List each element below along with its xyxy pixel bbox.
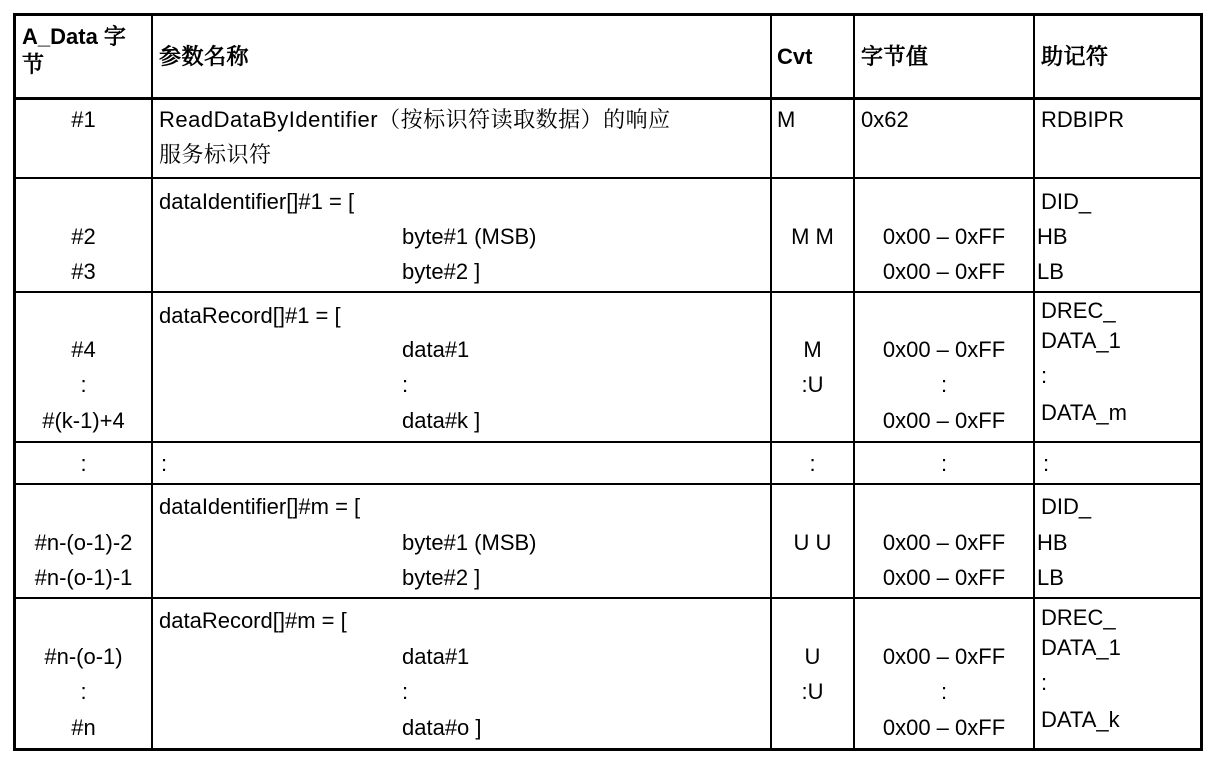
- header-byte-line1: A_Data 字: [22, 24, 126, 49]
- row6-mnemonic-1: DREC_: [1041, 605, 1116, 630]
- row6-byte-2: :: [80, 679, 87, 704]
- header-mnemonic: 助记符: [1041, 44, 1109, 69]
- row6-byte-1: #n-(o-1): [44, 644, 123, 669]
- row3-byte-1: #4: [71, 337, 96, 362]
- row-separator-1: [13, 177, 1203, 179]
- row6-mnemonic-3: :: [1041, 670, 1048, 695]
- row2-mnemonic-1: DID_: [1041, 189, 1092, 214]
- row-separator-3: [13, 441, 1203, 443]
- row6-byte-3: #n: [71, 715, 96, 740]
- row5-mnemonic-1: DID_: [1041, 494, 1092, 519]
- row3-param-1: data#1: [402, 337, 470, 362]
- row3-byte-3: #(k-1)+4: [42, 408, 125, 433]
- table-border-right: [1200, 13, 1203, 751]
- row5-value-1: 0x00 – 0xFF: [882, 530, 1006, 555]
- table-border-bottom: [13, 748, 1203, 751]
- row3-cvt-2: :U: [801, 372, 824, 397]
- row4-mnemonic: :: [1043, 451, 1050, 476]
- header-separator: [13, 97, 1203, 100]
- row3-mnemonic-1: DREC_: [1041, 298, 1116, 323]
- header-byte-line2: 节: [22, 52, 45, 77]
- row6-value-2: :: [940, 679, 948, 704]
- row2-cvt: M M: [791, 224, 834, 249]
- row2-byte-1: #2: [71, 224, 96, 249]
- row6-value-1: 0x00 – 0xFF: [882, 644, 1006, 669]
- row3-byte-2: :: [80, 372, 87, 397]
- row6-param-head: dataRecord[]#m = [: [159, 608, 347, 633]
- row6-mnemonic-4: DATA_k: [1041, 707, 1120, 732]
- row5-byte-1: #n-(o-1)-2: [34, 530, 133, 555]
- row1-value: 0x62: [861, 107, 909, 132]
- row5-param-1: byte#1 (MSB): [402, 530, 537, 555]
- row2-param-2: byte#2 ]: [402, 259, 481, 284]
- row4-param: :: [161, 451, 168, 476]
- row6-param-1: data#1: [402, 644, 470, 669]
- row3-value-2: :: [940, 372, 948, 397]
- row1-param: [159, 102, 671, 172]
- row5-mnemonic-2: HB: [1037, 530, 1068, 555]
- col-separator-4: [1033, 13, 1035, 751]
- row-separator-4: [13, 483, 1203, 485]
- row3-param-head: dataRecord[]#1 = [: [159, 303, 341, 328]
- row3-mnemonic-4: DATA_m: [1041, 400, 1127, 425]
- row-separator-5: [13, 597, 1203, 599]
- row3-param-2: :: [402, 372, 409, 397]
- row6-param-3: data#o ]: [402, 715, 482, 740]
- row6-value-3: 0x00 – 0xFF: [882, 715, 1006, 740]
- row3-mnemonic-2: DATA_1: [1041, 328, 1121, 353]
- row2-mnemonic-3: LB: [1037, 259, 1064, 284]
- row5-mnemonic-3: LB: [1037, 565, 1064, 590]
- header-byte-value: 字节值: [861, 44, 929, 69]
- row5-param-head: dataIdentifier[]#m = [: [159, 494, 361, 519]
- row2-byte-2: #3: [71, 259, 96, 284]
- row-separator-2: [13, 291, 1203, 293]
- header-byte: [22, 23, 126, 79]
- row6-cvt-2: :U: [801, 679, 824, 704]
- row2-param-head: dataIdentifier[]#1 = [: [159, 189, 355, 214]
- row4-byte: :: [80, 451, 87, 476]
- row1-byte: #1: [71, 107, 96, 132]
- header-cvt: Cvt: [777, 44, 813, 69]
- row3-value-3: 0x00 – 0xFF: [882, 408, 1006, 433]
- row5-cvt: U U: [793, 530, 832, 555]
- row2-mnemonic-2: HB: [1037, 224, 1068, 249]
- row5-param-2: byte#2 ]: [402, 565, 481, 590]
- row5-byte-2: #n-(o-1)-1: [34, 565, 133, 590]
- row4-cvt: :: [809, 451, 816, 476]
- row6-param-2: :: [402, 679, 409, 704]
- row2-value-2: 0x00 – 0xFF: [882, 259, 1006, 284]
- row3-mnemonic-3: :: [1041, 363, 1048, 388]
- row6-cvt-1: U: [804, 644, 821, 669]
- row1-param-line2: 服务标识符: [159, 142, 272, 167]
- row1-param-line1: ReadDataByIdentifier（按标识符读取数据）的响应: [159, 107, 671, 132]
- row3-cvt-1: M: [803, 337, 822, 362]
- row5-value-2: 0x00 – 0xFF: [882, 565, 1006, 590]
- row1-mnemonic: RDBIPR: [1041, 107, 1125, 132]
- header-param-name: 参数名称: [159, 44, 250, 69]
- table-border-top: [13, 13, 1203, 16]
- row4-value: :: [940, 451, 948, 476]
- row2-param-1: byte#1 (MSB): [402, 224, 537, 249]
- row6-mnemonic-2: DATA_1: [1041, 635, 1121, 660]
- row3-param-3: data#k ]: [402, 408, 481, 433]
- response-message-table: [13, 13, 1203, 751]
- row2-value-1: 0x00 – 0xFF: [882, 224, 1006, 249]
- col-separator-1: [151, 13, 153, 751]
- row3-value-1: 0x00 – 0xFF: [882, 337, 1006, 362]
- row1-cvt: M: [777, 107, 796, 132]
